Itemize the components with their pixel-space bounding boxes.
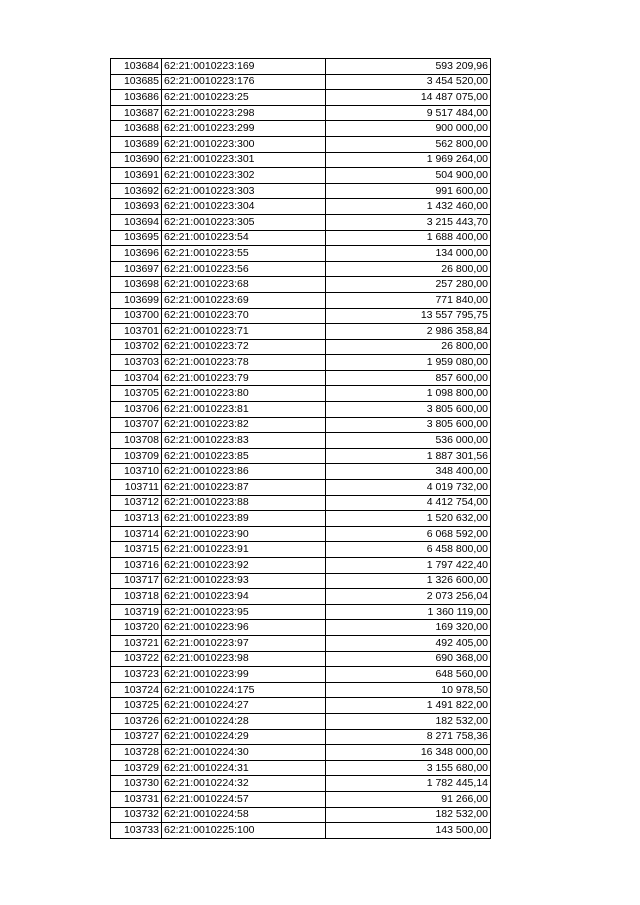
- row-number-cell: 103706: [111, 402, 162, 418]
- cadastral-value-cell: 648 560,00: [326, 667, 491, 683]
- row-number-cell: 103701: [111, 324, 162, 340]
- cadastral-value-cell: 593 209,96: [326, 59, 491, 75]
- cadastral-value-cell: 1 969 264,00: [326, 152, 491, 168]
- cadastral-number-cell: 62:21:0010224:57: [162, 791, 326, 807]
- table-row: [111, 745, 491, 761]
- cadastral-value-cell: 3 215 443,70: [326, 214, 491, 230]
- row-number-cell: 103728: [111, 745, 162, 761]
- row-number-cell: 103700: [111, 308, 162, 324]
- cadastral-value-cell: 4 412 754,00: [326, 495, 491, 511]
- row-number-cell: 103692: [111, 183, 162, 199]
- cadastral-number-cell: 62:21:0010224:30: [162, 745, 326, 761]
- table-row: [111, 791, 491, 807]
- table-row: [111, 651, 491, 667]
- table-row: [111, 261, 491, 277]
- row-number-cell: 103732: [111, 807, 162, 823]
- table-row: [111, 433, 491, 449]
- row-number-cell: 103686: [111, 90, 162, 106]
- cadastral-number-cell: 62:21:0010223:91: [162, 542, 326, 558]
- cadastral-number-cell: 62:21:0010223:68: [162, 277, 326, 293]
- row-number-cell: 103723: [111, 667, 162, 683]
- cadastral-number-cell: 62:21:0010224:28: [162, 713, 326, 729]
- cadastral-value-cell: 143 500,00: [326, 823, 491, 839]
- cadastral-number-cell: 62:21:0010223:88: [162, 495, 326, 511]
- table-row: [111, 635, 491, 651]
- cadastral-value-cell: 182 532,00: [326, 713, 491, 729]
- cadastral-value-cell: 690 368,00: [326, 651, 491, 667]
- cadastral-value-cell: 1 432 460,00: [326, 199, 491, 215]
- cadastral-number-cell: 62:21:0010223:97: [162, 635, 326, 651]
- row-number-cell: 103703: [111, 355, 162, 371]
- cadastral-number-cell: 62:21:0010224:175: [162, 682, 326, 698]
- table-row: [111, 324, 491, 340]
- cadastral-value-cell: 2 986 358,84: [326, 324, 491, 340]
- cadastral-value-cell: 492 405,00: [326, 635, 491, 651]
- table-row: [111, 417, 491, 433]
- cadastral-value-cell: 3 155 680,00: [326, 760, 491, 776]
- cadastral-number-cell: 62:21:0010223:96: [162, 620, 326, 636]
- cadastral-value-cell: 1 098 800,00: [326, 386, 491, 402]
- cadastral-number-cell: 62:21:0010223:82: [162, 417, 326, 433]
- table-row: [111, 355, 491, 371]
- cadastral-number-cell: 62:21:0010224:29: [162, 729, 326, 745]
- cadastral-value-cell: 3 805 600,00: [326, 402, 491, 418]
- cadastral-number-cell: 62:21:0010223:83: [162, 433, 326, 449]
- cadastral-value-cell: 169 320,00: [326, 620, 491, 636]
- table-row: [111, 230, 491, 246]
- row-number-cell: 103722: [111, 651, 162, 667]
- cadastral-number-cell: 62:21:0010223:56: [162, 261, 326, 277]
- row-number-cell: 103685: [111, 74, 162, 90]
- table-row: [111, 823, 491, 839]
- cadastral-number-cell: 62:21:0010225:100: [162, 823, 326, 839]
- cadastral-value-cell: 1 360 119,00: [326, 604, 491, 620]
- cadastral-value-cell: 4 019 732,00: [326, 480, 491, 496]
- cadastral-number-cell: 62:21:0010223:87: [162, 480, 326, 496]
- row-number-cell: 103717: [111, 573, 162, 589]
- cadastral-value-cell: 3 805 600,00: [326, 417, 491, 433]
- cadastral-number-cell: 62:21:0010223:80: [162, 386, 326, 402]
- cadastral-number-cell: 62:21:0010224:27: [162, 698, 326, 714]
- cadastral-value-cell: 3 454 520,00: [326, 74, 491, 90]
- cadastral-number-cell: 62:21:0010223:25: [162, 90, 326, 106]
- table-row: [111, 136, 491, 152]
- table-row: [111, 105, 491, 121]
- row-number-cell: 103727: [111, 729, 162, 745]
- cadastral-number-cell: 62:21:0010223:95: [162, 604, 326, 620]
- row-number-cell: 103730: [111, 776, 162, 792]
- table-row: [111, 152, 491, 168]
- row-number-cell: 103709: [111, 448, 162, 464]
- row-number-cell: 103702: [111, 339, 162, 355]
- table-row: [111, 386, 491, 402]
- cadastral-value-cell: 348 400,00: [326, 464, 491, 480]
- cadastral-value-table: [110, 58, 491, 839]
- cadastral-value-cell: 14 487 075,00: [326, 90, 491, 106]
- cadastral-value-cell: 10 978,50: [326, 682, 491, 698]
- table-row: [111, 558, 491, 574]
- cadastral-number-cell: 62:21:0010223:99: [162, 667, 326, 683]
- row-number-cell: 103699: [111, 292, 162, 308]
- table-row: [111, 292, 491, 308]
- cadastral-number-cell: 62:21:0010223:81: [162, 402, 326, 418]
- cadastral-number-cell: 62:21:0010223:302: [162, 168, 326, 184]
- cadastral-value-cell: 2 073 256,04: [326, 589, 491, 605]
- table-body: [111, 59, 491, 839]
- table-row: [111, 183, 491, 199]
- table-row: [111, 121, 491, 137]
- row-number-cell: 103729: [111, 760, 162, 776]
- cadastral-value-cell: 562 800,00: [326, 136, 491, 152]
- row-number-cell: 103714: [111, 526, 162, 542]
- row-number-cell: 103688: [111, 121, 162, 137]
- table-row: [111, 199, 491, 215]
- cadastral-number-cell: 62:21:0010223:300: [162, 136, 326, 152]
- cadastral-value-cell: 8 271 758,36: [326, 729, 491, 745]
- cadastral-number-cell: 62:21:0010223:54: [162, 230, 326, 246]
- cadastral-value-cell: 26 800,00: [326, 339, 491, 355]
- row-number-cell: 103684: [111, 59, 162, 75]
- table-row: [111, 168, 491, 184]
- table-row: [111, 542, 491, 558]
- row-number-cell: 103716: [111, 558, 162, 574]
- table-row: [111, 402, 491, 418]
- table-row: [111, 589, 491, 605]
- cadastral-value-cell: 9 517 484,00: [326, 105, 491, 121]
- cadastral-number-cell: 62:21:0010223:94: [162, 589, 326, 605]
- row-number-cell: 103704: [111, 370, 162, 386]
- cadastral-value-cell: 257 280,00: [326, 277, 491, 293]
- cadastral-value-cell: 1 326 600,00: [326, 573, 491, 589]
- row-number-cell: 103715: [111, 542, 162, 558]
- cadastral-number-cell: 62:21:0010223:93: [162, 573, 326, 589]
- row-number-cell: 103724: [111, 682, 162, 698]
- cadastral-number-cell: 62:21:0010224:58: [162, 807, 326, 823]
- cadastral-value-cell: 1 491 822,00: [326, 698, 491, 714]
- cadastral-value-cell: 1 887 301,56: [326, 448, 491, 464]
- cadastral-value-cell: 900 000,00: [326, 121, 491, 137]
- table-row: [111, 74, 491, 90]
- row-number-cell: 103720: [111, 620, 162, 636]
- row-number-cell: 103697: [111, 261, 162, 277]
- cadastral-number-cell: 62:21:0010223:90: [162, 526, 326, 542]
- table-row: [111, 448, 491, 464]
- row-number-cell: 103712: [111, 495, 162, 511]
- cadastral-value-cell: 1 520 632,00: [326, 511, 491, 527]
- row-number-cell: 103695: [111, 230, 162, 246]
- table-row: [111, 277, 491, 293]
- row-number-cell: 103725: [111, 698, 162, 714]
- table-row: [111, 667, 491, 683]
- row-number-cell: 103698: [111, 277, 162, 293]
- row-number-cell: 103710: [111, 464, 162, 480]
- cadastral-number-cell: 62:21:0010223:79: [162, 370, 326, 386]
- cadastral-value-cell: 536 000,00: [326, 433, 491, 449]
- table-row: [111, 620, 491, 636]
- table-row: [111, 90, 491, 106]
- cadastral-number-cell: 62:21:0010223:298: [162, 105, 326, 121]
- row-number-cell: 103726: [111, 713, 162, 729]
- cadastral-value-cell: 1 797 422,40: [326, 558, 491, 574]
- cadastral-value-cell: 1 688 400,00: [326, 230, 491, 246]
- cadastral-number-cell: 62:21:0010223:303: [162, 183, 326, 199]
- cadastral-number-cell: 62:21:0010223:301: [162, 152, 326, 168]
- row-number-cell: 103696: [111, 246, 162, 262]
- table-row: [111, 682, 491, 698]
- table-row: [111, 214, 491, 230]
- cadastral-value-cell: 26 800,00: [326, 261, 491, 277]
- row-number-cell: 103731: [111, 791, 162, 807]
- row-number-cell: 103707: [111, 417, 162, 433]
- table-row: [111, 495, 491, 511]
- cadastral-number-cell: 62:21:0010223:72: [162, 339, 326, 355]
- cadastral-value-cell: 13 557 795,75: [326, 308, 491, 324]
- row-number-cell: 103694: [111, 214, 162, 230]
- table-row: [111, 464, 491, 480]
- cadastral-value-cell: 91 266,00: [326, 791, 491, 807]
- row-number-cell: 103689: [111, 136, 162, 152]
- table-row: [111, 807, 491, 823]
- cadastral-number-cell: 62:21:0010223:71: [162, 324, 326, 340]
- cadastral-number-cell: 62:21:0010223:92: [162, 558, 326, 574]
- table-row: [111, 698, 491, 714]
- cadastral-number-cell: 62:21:0010223:85: [162, 448, 326, 464]
- table-row: [111, 526, 491, 542]
- table-row: [111, 713, 491, 729]
- table-row: [111, 246, 491, 262]
- cadastral-value-cell: 1 782 445,14: [326, 776, 491, 792]
- table-row: [111, 339, 491, 355]
- row-number-cell: 103693: [111, 199, 162, 215]
- cadastral-number-cell: 62:21:0010223:98: [162, 651, 326, 667]
- cadastral-value-cell: 991 600,00: [326, 183, 491, 199]
- cadastral-number-cell: 62:21:0010224:32: [162, 776, 326, 792]
- row-number-cell: 103708: [111, 433, 162, 449]
- row-number-cell: 103718: [111, 589, 162, 605]
- table-row: [111, 480, 491, 496]
- row-number-cell: 103705: [111, 386, 162, 402]
- row-number-cell: 103713: [111, 511, 162, 527]
- table-row: [111, 573, 491, 589]
- row-number-cell: 103687: [111, 105, 162, 121]
- cadastral-number-cell: 62:21:0010223:69: [162, 292, 326, 308]
- cadastral-number-cell: 62:21:0010223:86: [162, 464, 326, 480]
- cadastral-number-cell: 62:21:0010223:78: [162, 355, 326, 371]
- cadastral-value-cell: 134 000,00: [326, 246, 491, 262]
- table-row: [111, 308, 491, 324]
- row-number-cell: 103721: [111, 635, 162, 651]
- cadastral-number-cell: 62:21:0010223:55: [162, 246, 326, 262]
- table-row: [111, 729, 491, 745]
- table-row: [111, 776, 491, 792]
- table-row: [111, 604, 491, 620]
- row-number-cell: 103711: [111, 480, 162, 496]
- cadastral-number-cell: 62:21:0010223:176: [162, 74, 326, 90]
- table-row: [111, 760, 491, 776]
- cadastral-value-cell: 857 600,00: [326, 370, 491, 386]
- cadastral-value-cell: 16 348 000,00: [326, 745, 491, 761]
- row-number-cell: 103691: [111, 168, 162, 184]
- cadastral-number-cell: 62:21:0010223:169: [162, 59, 326, 75]
- cadastral-value-cell: 6 068 592,00: [326, 526, 491, 542]
- cadastral-number-cell: 62:21:0010223:299: [162, 121, 326, 137]
- cadastral-number-cell: 62:21:0010223:304: [162, 199, 326, 215]
- cadastral-number-cell: 62:21:0010224:31: [162, 760, 326, 776]
- cadastral-value-cell: 1 959 080,00: [326, 355, 491, 371]
- row-number-cell: 103719: [111, 604, 162, 620]
- cadastral-value-cell: 6 458 800,00: [326, 542, 491, 558]
- cadastral-value-cell: 771 840,00: [326, 292, 491, 308]
- row-number-cell: 103733: [111, 823, 162, 839]
- cadastral-value-cell: 504 900,00: [326, 168, 491, 184]
- cadastral-value-cell: 182 532,00: [326, 807, 491, 823]
- cadastral-number-cell: 62:21:0010223:70: [162, 308, 326, 324]
- table-row: [111, 511, 491, 527]
- row-number-cell: 103690: [111, 152, 162, 168]
- table-row: [111, 370, 491, 386]
- cadastral-number-cell: 62:21:0010223:305: [162, 214, 326, 230]
- cadastral-number-cell: 62:21:0010223:89: [162, 511, 326, 527]
- table-row: [111, 59, 491, 75]
